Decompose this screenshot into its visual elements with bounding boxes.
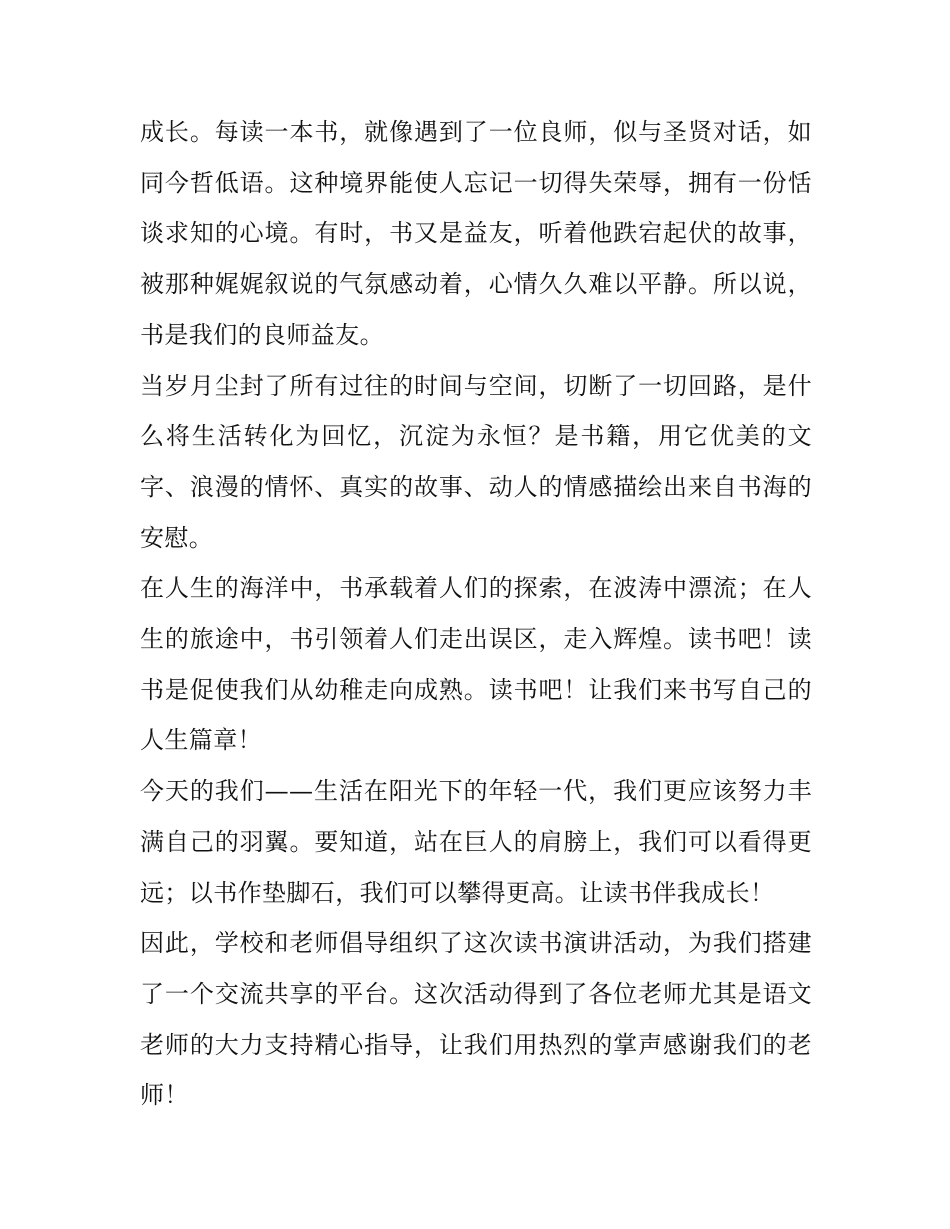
paragraph-3: 在人生的海洋中，书承载着人们的探索，在波涛中漂流；在人生的旅途中，书引领着人们走出误区，走入辉煌。读书吧！读书是促使我们从幼稚走向成熟。读书吧！让我们来书写自己的人生篇章！ (140, 574, 812, 755)
paragraph-2: 当岁月尘封了所有过往的时间与空间，切断了一切回路，是什么将生活转化为回忆，沉淀为永恒？是书籍，用它优美的文字、浪漫的情怀、真实的故事、动人的情感描绘出来自书海的安慰。 (140, 371, 812, 552)
paragraph-4: 今天的我们——生活在阳光下的年轻一代，我们更应该努力丰满自己的羽翼。要知道，站在巨人的肩膀上，我们可以看得更远；以书作垫脚石，我们可以攀得更高。让读书伴我成长！ (140, 777, 812, 907)
paragraph-1: 成长。每读一本书，就像遇到了一位良师，似与圣贤对话，如同今哲低语。这种境界能使人忘记一切得失荣辱，拥有一份恬谈求知的心境。有时，书又是益友，听着他跌宕起伏的故事，被那种娓娓叙说的气氛感动着，心情久久难以平静。所以说，书是我们的良师益友。 (140, 118, 812, 349)
paragraph-5: 因此，学校和老师倡导组织了这次读书演讲活动，为我们搭建了一个交流共享的平台。这次活动得到了各位老师尤其是语文老师的大力支持精心指导，让我们用热烈的掌声感谢我们的老师！ (140, 929, 812, 1110)
body-text (140, 107, 812, 1121)
